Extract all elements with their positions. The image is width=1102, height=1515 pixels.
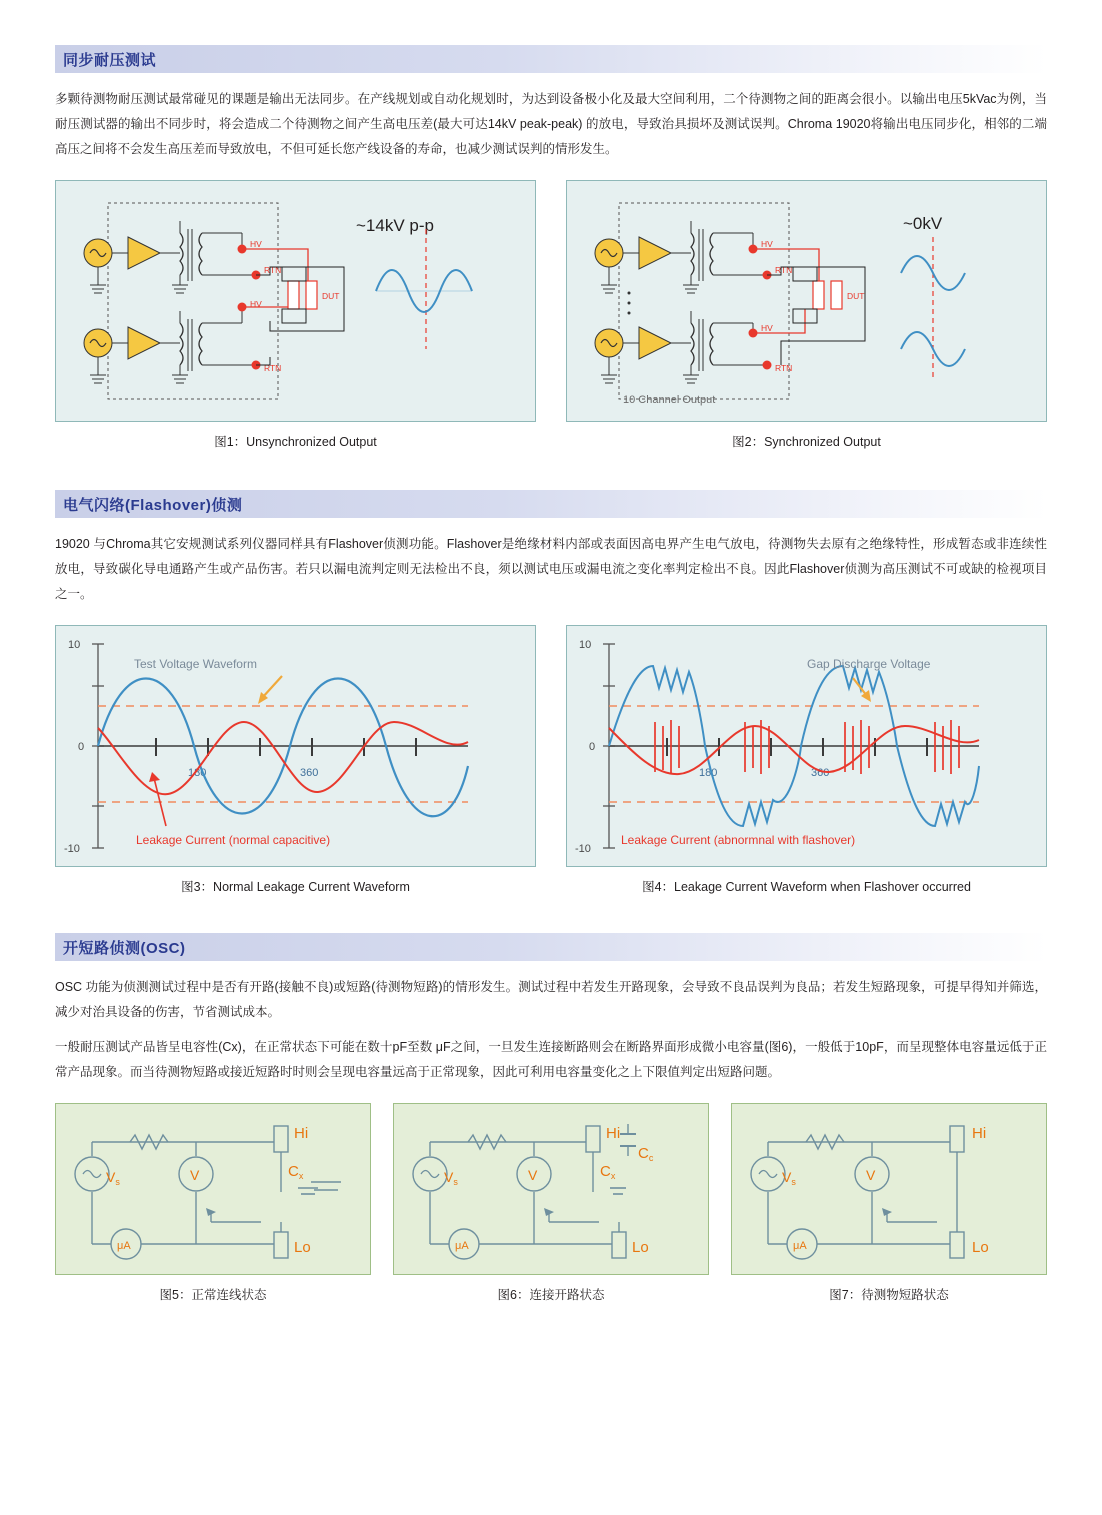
- section-title: 同步耐压测试: [63, 51, 157, 69]
- svg-text:10: 10: [68, 639, 81, 651]
- svg-text:360: 360: [811, 767, 830, 779]
- document-page: [0, 45, 1102, 1303]
- section-title: 电气闪络(Flashover)侦测: [63, 496, 243, 514]
- figure-5-circuit: [55, 1103, 371, 1275]
- figure-7-caption: 图7：待测物短路状态: [829, 1288, 949, 1302]
- svg-text:180: 180: [188, 767, 207, 779]
- figure-3-chart: [55, 625, 536, 867]
- figure-1: [55, 180, 536, 450]
- svg-text:10: 10: [579, 639, 592, 651]
- figure-4: [566, 625, 1047, 895]
- svg-text:DUT: DUT: [847, 291, 865, 301]
- svg-text:Cx: $C_x$: [288, 1163, 304, 1181]
- section-paragraph-1: OSC 功能为侦测测试过程中是否有开路(接触不良)或短路(待测物短路)的情形发生。测试过程中若发生开路现象，会导致不良品误判为良品；若发生短路现象，可提早得知并筛选，减少对治具设备的伤害，节省测试成本。: [55, 980, 1047, 1019]
- svg-text:Vs: $V_s$: [782, 1169, 796, 1187]
- svg-text:RTN: RTN: [264, 363, 282, 373]
- svg-text:V: V: [528, 1167, 538, 1183]
- svg-text:RTN: RTN: [775, 363, 793, 373]
- figure-2: [566, 180, 1047, 450]
- figure-row-3: [55, 1103, 1047, 1303]
- figure-3: [55, 625, 536, 895]
- figure-1-image: [55, 180, 536, 422]
- svg-text:-10: -10: [575, 843, 591, 855]
- figure-1-caption: 图1：Unsynchronized Output: [214, 435, 377, 449]
- svg-text:DUT: DUT: [322, 291, 340, 301]
- figure-5-caption: 图5：正常连线状态: [159, 1288, 267, 1302]
- section-paragraph-2: 一般耐压测试产品皆呈电容性(Cx)，在正常状态下可能在数十pF至数 μF之间，一旦发生连接断路则会在断路界面形成微小电容量(图6)，一般低于10pF，而呈现整体电容量远低于正常产品现象。而当待测物短路或接近短路时时则会呈现电容量远高于正常现象，因此可利用电容量变化之上下限值判定出短路问题。: [55, 1040, 1047, 1079]
- figure-4-chart: [566, 625, 1047, 867]
- svg-text:Cx: $C_x$: [600, 1163, 616, 1181]
- svg-text:RTN: RTN: [264, 265, 282, 275]
- svg-text:Lo: Lo: [294, 1239, 311, 1256]
- figure-row-1: [55, 180, 1047, 450]
- section-paragraph: 19020 与Chroma其它安规测试系列仪器同样具有Flashover侦测功能。Flashover是绝缘材料内部或表面因高电界产生电气放电，待测物失去原有之绝缘特性，形成暂态或非连续性放电，导致碳化导电通路产生或产品伤害。若只以漏电流判定则无法检出不良，须以测试电压或漏电流之变化率判定检出不良。因此Flashover侦测为高压测试不可或缺的检视项目之一。: [55, 537, 1047, 601]
- figure-6-caption: 图6：连接开路状态: [497, 1288, 605, 1302]
- svg-text:Cc: $C_c$: [638, 1145, 654, 1163]
- svg-text:Leakage Current (normal capaci: Leakage Current (normal capacitive): [136, 833, 331, 847]
- svg-text:~14kV p-p: ~14kV p-p: [356, 216, 434, 235]
- svg-text:Hi: Hi: [606, 1125, 621, 1142]
- svg-text:V: V: [866, 1167, 876, 1183]
- svg-text:HV: HV: [250, 299, 262, 309]
- figure-5: [55, 1103, 371, 1303]
- figure-6-circuit: [393, 1103, 709, 1275]
- svg-text:HV: HV: [761, 239, 773, 249]
- svg-text:Vs: $V_s$: [106, 1169, 120, 1187]
- svg-text:Gap Discharge Voltage: Gap Discharge Voltage: [807, 657, 931, 671]
- svg-text:HV: HV: [761, 323, 773, 333]
- svg-text:RTN: RTN: [775, 265, 793, 275]
- svg-text:-10: -10: [64, 843, 80, 855]
- section-heading-osc: [55, 933, 1047, 961]
- svg-text:Vs: $V_s$: [444, 1169, 458, 1187]
- svg-text:180: 180: [699, 767, 718, 779]
- svg-text:0: 0: [78, 741, 85, 753]
- svg-text:Hi: Hi: [972, 1125, 987, 1142]
- svg-text:~0kV: ~0kV: [903, 214, 943, 233]
- figure-7: [731, 1103, 1047, 1303]
- svg-text:10 Channel Output: 10 Channel Output: [623, 394, 716, 406]
- section-paragraph: 多颗待测物耐压测试最常碰见的课题是输出无法同步。在产线规划或自动化规划时，为达到设备极小化及最大空间利用，二个待测物之间的距离会很小。以输出电压5kVac为例，当耐压测试器的输出不同步时，将会造成二个待测物之间产生高电压差(最大可达14kV peak-peak) 的放电，导致治具损坏及测试误判。Chroma 19020将输出电压同步化，相邻的二端高压之间将不会发生高压差而导致放电，不但可延长您产线设备的寿命，也减少测试误判的情形发生。: [55, 92, 1047, 156]
- section-heading-sync: [55, 45, 1047, 73]
- figure-7-circuit: [731, 1103, 1047, 1275]
- svg-text:μA: μA: [793, 1240, 807, 1252]
- figure-2-image: [566, 180, 1047, 422]
- figure-3-caption: 图3：Normal Leakage Current Waveform: [181, 880, 410, 894]
- svg-text:μA: μA: [455, 1240, 469, 1252]
- svg-text:0: 0: [589, 741, 596, 753]
- section-heading-flashover: [55, 490, 1047, 518]
- svg-text:Lo: Lo: [632, 1239, 649, 1256]
- figure-2-caption: 图2：Synchronized Output: [732, 435, 881, 449]
- section-title: 开短路侦测(OSC): [63, 939, 186, 957]
- svg-text:Lo: Lo: [972, 1239, 989, 1256]
- svg-text:μA: μA: [117, 1240, 131, 1252]
- figure-4-caption: 图4：Leakage Current Waveform when Flashover occurred: [642, 880, 971, 894]
- svg-text:Leakage Current (abnormnal wit: Leakage Current (abnormnal with flashover): [621, 833, 856, 847]
- figure-6: [393, 1103, 709, 1303]
- svg-text:V: V: [190, 1167, 200, 1183]
- figure-row-2: [55, 625, 1047, 895]
- svg-text:Test Voltage Waveform: Test Voltage Waveform: [134, 657, 257, 671]
- svg-text:360: 360: [300, 767, 319, 779]
- svg-text:Hi: Hi: [294, 1125, 309, 1142]
- svg-text:HV: HV: [250, 239, 262, 249]
